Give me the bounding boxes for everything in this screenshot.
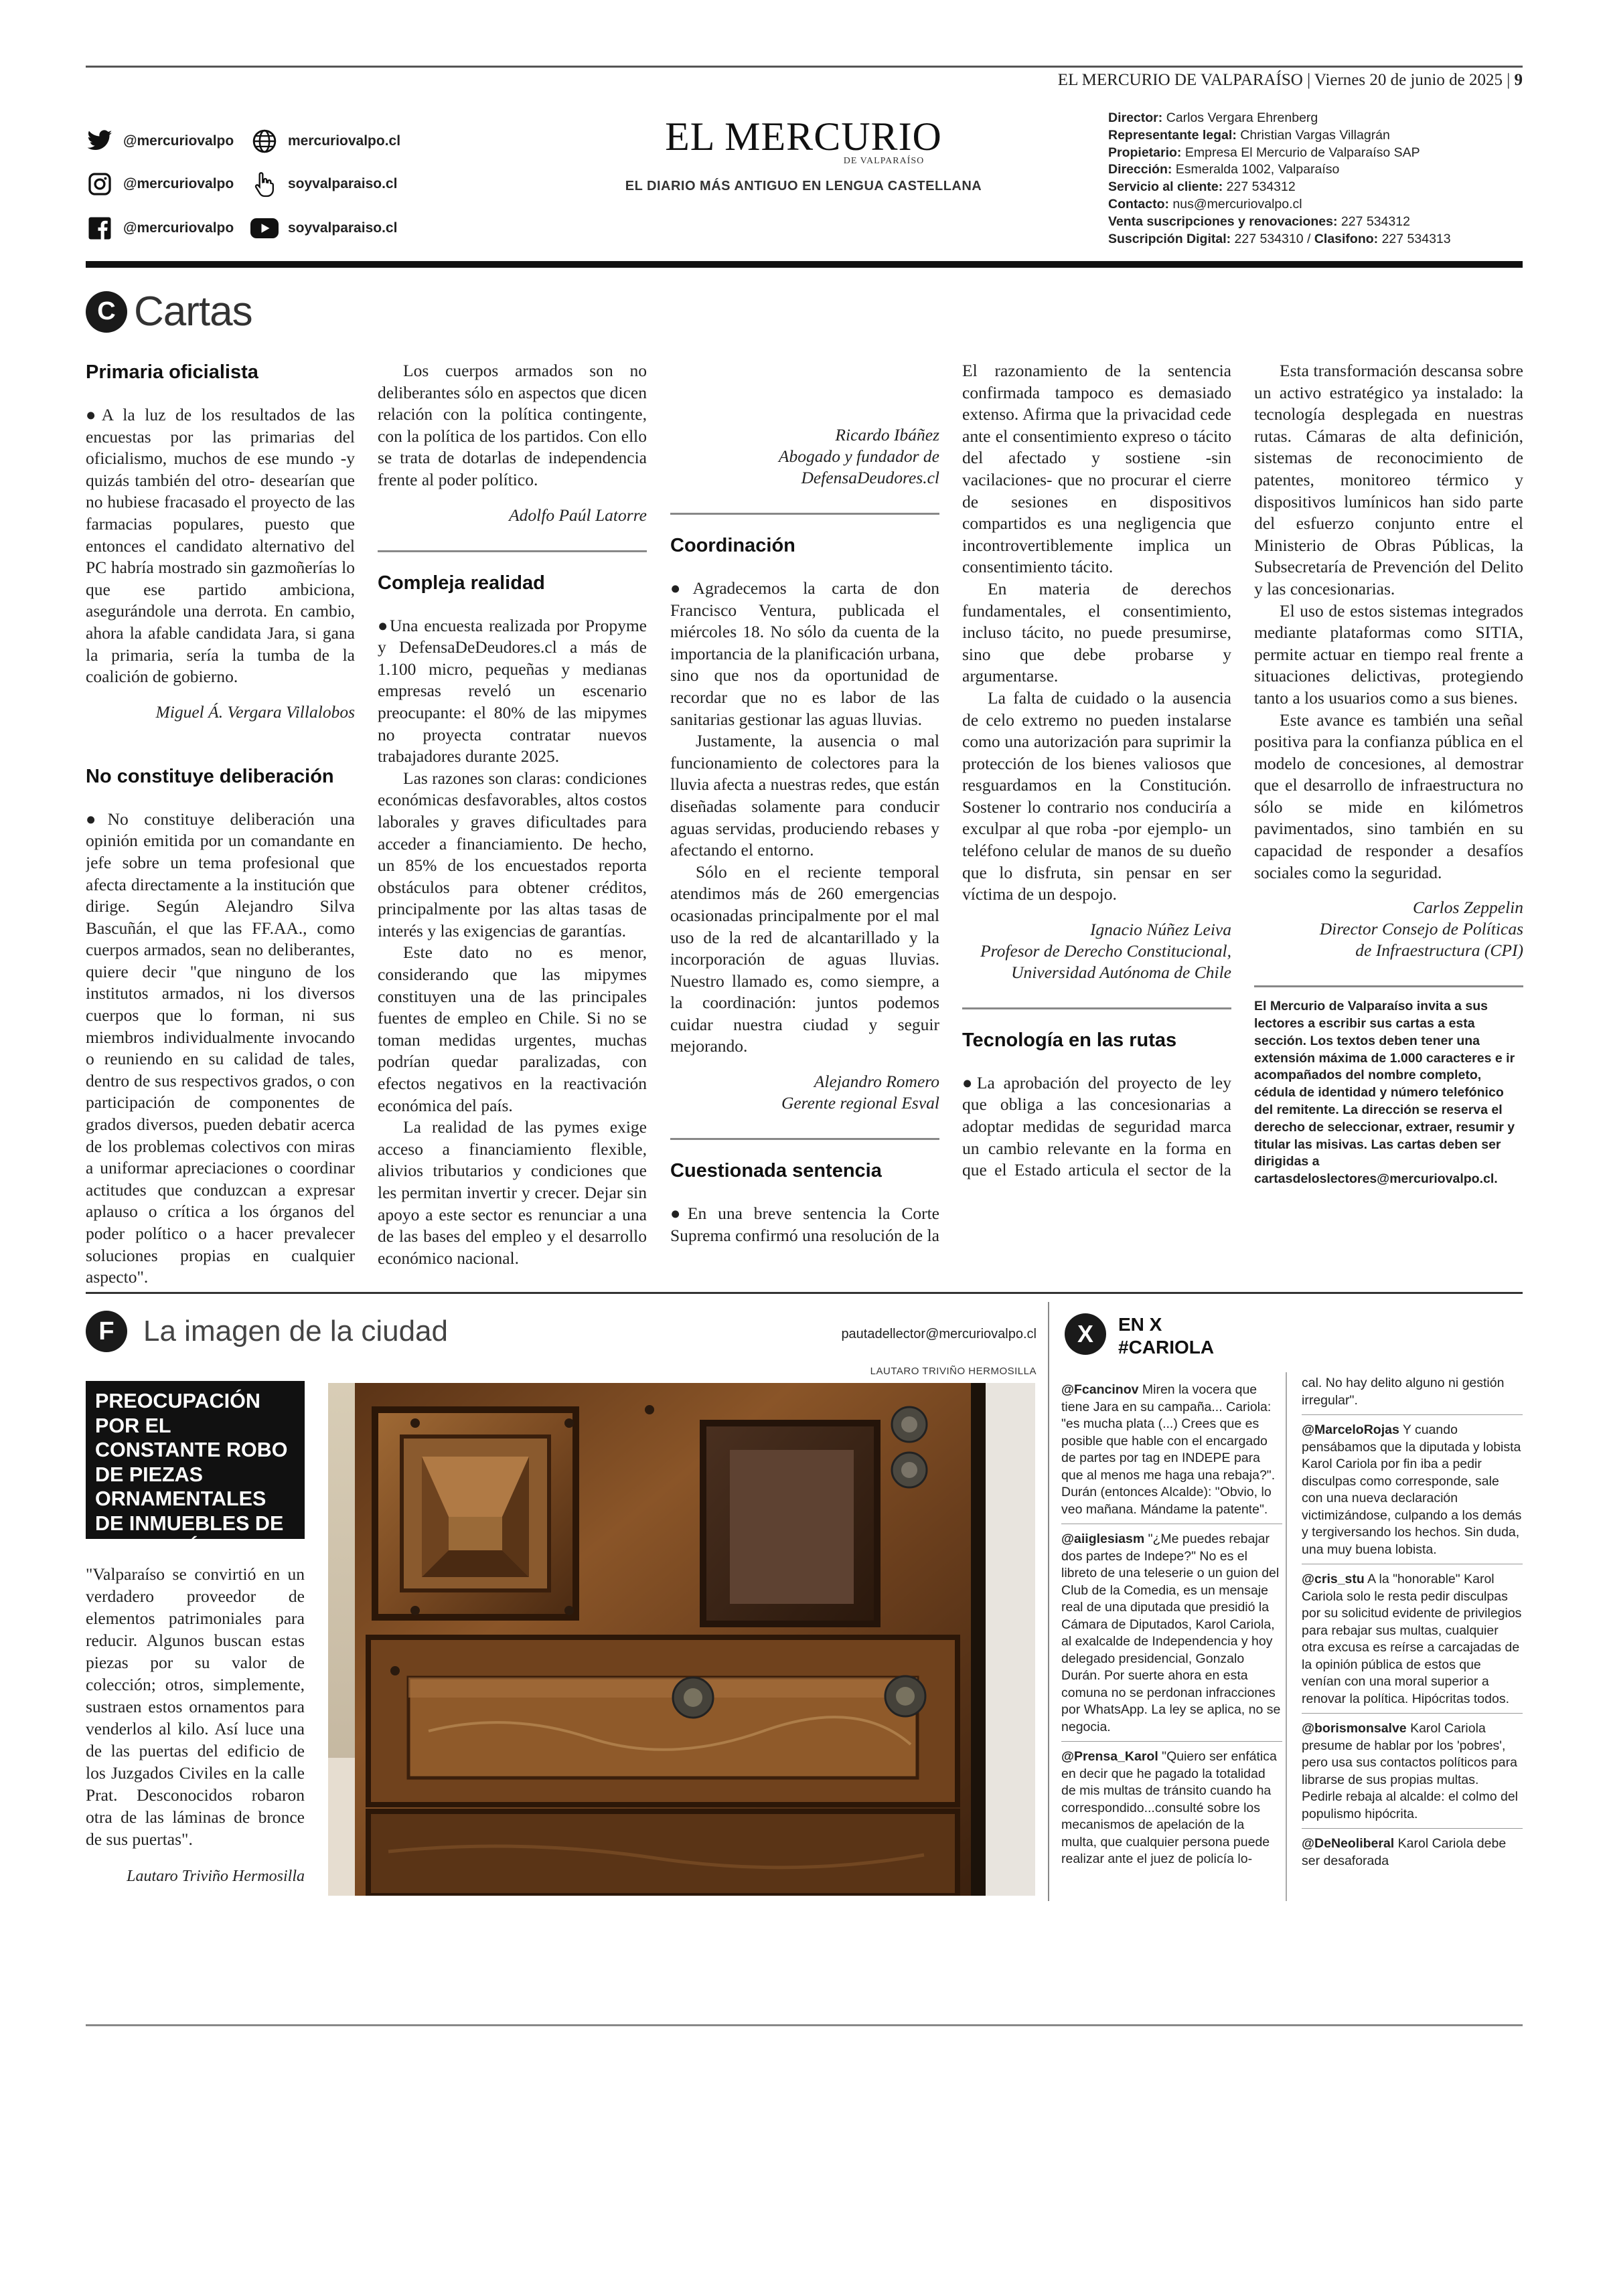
letter-title: Tecnología en las rutas: [962, 1029, 1177, 1051]
tweet: [1302, 1419, 1523, 1564]
photo-credit: LAUTARO TRIVIÑO HERMOSILLA: [870, 1366, 1037, 1377]
letter-title: Coordinación: [670, 535, 795, 556]
letter-title: Primaria oficialista: [86, 361, 258, 383]
door-photo: [328, 1383, 1035, 1896]
letters-column-5: [1254, 360, 1523, 1188]
section-title: Cartas: [134, 289, 252, 335]
tweet: [1061, 1746, 1282, 1874]
letter-body: ●No constituye deliberación una opinión emitida por un comandante en jefe sobre un tema profesional que afecta directamente a la institución que dirige. Según Alejandro Silva Bascuñán, el que las FF.AA., como cuerpos armados, sean no deliberantes, quiere decir "que ninguno de los institutos armados, ni los diversos cuerpos que lo forman, ni sus miembros individualmente invocando o reuniendo en su calidad de tales, dentro de sus respectivos grados, o con participación de componentes de grados diversos, pueden debatir acerca de los problemas colectivos con miras a uniformar apreciaciones o coordinar actitudes que conduzcan a expresar aplauso o crítica a los órganos del poder político o a hacer prevalecer soluciones propias en cualquier aspecto".: [86, 809, 355, 1287]
tweet-text: Miren la vocera que tiene Jara en su campaña... Cariola: "es mucha plata (...) Crees que es posible que hable con el encargado de partes por tag en INDEPE para que al menos me haga una rebaja?". Durán (entonces Alcalde): "Obvio, lo veo mañana. Mándame la patente".: [1061, 1382, 1276, 1517]
letter-divider: [670, 1138, 939, 1140]
staff-line: Venta suscripciones y renovaciones: 227 534312: [1108, 214, 1410, 229]
staff-line: Director: Carlos Vergara Ehrenberg: [1108, 110, 1318, 125]
pauta-email[interactable]: pautadellector@mercuriovalpo.cl: [841, 1327, 1037, 1341]
tweet-text: cal. No hay delito alguno ni gestión irregular".: [1302, 1376, 1505, 1408]
tweet-text: Karol Cariola presume de hablar por los 'pobres', pero usa sus contactos políticos para librarse de sus propias multas. Pedirle rebaja al alcalde: el colmo del populismo hipócrita.: [1302, 1721, 1519, 1821]
header-rule: [86, 261, 1523, 268]
letters-area: [0, 360, 1607, 1287]
tweet-text: "Quiero ser enfática en decir que he pagado la totalidad de mis multas de tránsito cuando ha correspondido...consulté sobre los mecanismos de apelación de la multa, que cualquier persona puede realizar ante el juez de policía lo-: [1061, 1749, 1277, 1866]
letter-body: ●En una breve sentencia la Corte Suprema confirmó una resolución de la: [670, 1204, 939, 1245]
staff-line: Dirección: Esmeralda 1002, Valparaíso: [1108, 162, 1340, 177]
tweet-handle[interactable]: @borismonsalve: [1302, 1721, 1407, 1736]
soyvalparaiso-link[interactable]: [250, 170, 397, 198]
letter-body: Esta transformación descansa sobre un activo estratégico ya instalado: la tecnología desplegada en nuestras rutas. Cámaras de alta definición, sistemas de reconocimiento de patentes, monitoreo térmico y dispositivos lumínicos han sido parte del esfuerzo conjunto entre el Ministerio de Obras Públicas, la Subsecretaría de Prevención del Delito y las concesionarias.: [1254, 361, 1523, 598]
tweet-handle[interactable]: @DeNeoliberal: [1302, 1836, 1395, 1851]
tweet: [1302, 1833, 1523, 1875]
tweet-text: Y cuando pensábamos que la diputada y lobista Karol Cariola por fin iba a pedir disculpas como corresponde, sale con una nueva declaración victimizándose, culpando a los demás y tergiversando los hechos. Sin duda, una muy buena lobista.: [1302, 1422, 1522, 1557]
youtube-icon: [250, 214, 279, 242]
letter-body: La falta de cuidado o la ausencia de celo extremo no pueden instalarse como una autorización para suprimir la protección de los bienes valiosos que resguardamos en la Constitución. Sostener lo contrario nos conduciría a exculpar al que roba -por ejemplo- un teléfono celular de manos de su dueño que lo disfruta, sin pensar en ser víctima de un despojo.: [962, 687, 1231, 904]
soyvalparaiso-address: soyvalparaiso.cl: [288, 176, 398, 191]
letter-signature: Carlos Zeppelin Director Consejo de Políticas de Infraestructura (CPI): [1319, 898, 1523, 961]
tweets-divider: [1286, 1372, 1287, 1901]
x-hashtag[interactable]: #CARIOLA: [1118, 1337, 1215, 1358]
letter-body: Las razones son claras: condiciones económicas desfavorables, altos costos laborales y graves dificultades para acceder a financiamiento. De hecho, un 85% de los encuestados reporta obstáculos para obtener créditos, principalmente por las altas tasas de interés y las exigencias de garantías.: [378, 768, 647, 940]
section-rule: [86, 1292, 1523, 1294]
tweet: [1061, 1379, 1282, 1524]
letter-signature: Ricardo Ibáñez Abogado y fundador de DefensaDeudores.cl: [778, 425, 939, 487]
web-link[interactable]: [250, 127, 400, 155]
masthead-name: EL MERCURIO: [665, 114, 942, 159]
tweet: [1302, 1718, 1523, 1829]
letter-title: Cuestionada sentencia: [670, 1160, 882, 1182]
letter-divider: [962, 1007, 1231, 1009]
twitter-link[interactable]: [86, 127, 234, 155]
city-caption: "Valparaíso se convirtió en un verdadero proveedor de elementos patrimoniales para reducir. Algunos buscan estas piezas por su valor de colección; otros, simplemente, sustraen estos ornamentos para venderlos al kilo. Así luce una de las puertas del edificio de los Juzgados Civiles en la calle Prat. Desconocidos robaron otra de las láminas de bronce de sus puertas".: [86, 1564, 305, 1849]
facebook-icon: [86, 214, 114, 242]
x-section-divider: [1048, 1302, 1049, 1901]
folio-page: 9: [1514, 71, 1523, 89]
letter-body: ●Agradecemos la carta de don Francisco Ventura, publicada el miércoles 18. No sólo da cuenta de la importancia de la planificación urbana, sino que nos da oportunidad de recordar que no es labor de las sanitarias gestionar las aguas lluvias.: [670, 578, 939, 729]
letter-body: ●La aprobación del proyecto de ley que obliga a las concesionarias a adoptar medidas de seguridad marca un cambio relevante en la forma en que el Estado articula el sector de la: [962, 1072, 1231, 1180]
social-links: [86, 127, 420, 254]
staff-line: Servicio al cliente: 227 534312: [1108, 179, 1296, 195]
pointer-hand-icon: [250, 170, 279, 198]
letter-body: ●Una encuesta realizada por Propyme y DefensaDeDeudores.cl a más de 1.100 micro, pequeñas y medianas empresas reveló un escenario preocupante: el 80% de las mipymes no proyecta contratar nuevos trabajadores durante 2025.: [378, 615, 647, 766]
instagram-link[interactable]: [86, 170, 234, 198]
letter-divider: [378, 550, 647, 552]
letters-column-4: [962, 360, 1231, 1182]
tweets-column-2: [1302, 1372, 1523, 1879]
letter-body: En materia de derechos fundamentales, el consentimiento, incluso tácito, no puede presumirse, sino que debe probarse y argumentarse.: [962, 578, 1231, 686]
folio-date: Viernes 20 de junio de 2025: [1314, 71, 1503, 89]
x-section-title: EN X: [1118, 1314, 1162, 1335]
tweet-handle[interactable]: @cris_stu: [1302, 1572, 1365, 1586]
letter-signature: Adolfo Paúl Latorre: [509, 505, 647, 525]
letter-body: Justamente, la ausencia o mal funcionamiento de colectores para la lluvia afecta a nuestras redes, que están diseñadas solamente para conducir aguas servidas, produciendo rebases y afectando el entorno.: [670, 731, 939, 860]
tweet-text: A la "honorable" Karol Cariola solo le resta pedir disculpas por su solicitud evidente de privilegios para rebajar sus multas, cualquier otra excusa es reírse a carcajadas de la opinión pública de estos que venían con una moral superior a renovar la política. Hipócritas todos.: [1302, 1572, 1522, 1706]
city-section-badge: F: [86, 1311, 127, 1352]
letters-column-3: [670, 360, 939, 1247]
letters-column-2: [378, 360, 647, 1269]
staff-line: Contacto: nus@mercuriovalpo.cl: [1108, 196, 1302, 212]
letter-body: El razonamiento de la sentencia confirmada tampoco es demasiado extenso. Afirma que la privacidad cede ante el consentimiento expreso o tácito del afectado y sostiene -sin vacilaciones- que no procurar el cierre de sesiones en dispositivos compartidos es una negligencia que incontrovertiblemente implica un consentimiento tácito.: [962, 361, 1231, 577]
letter-divider: [670, 513, 939, 515]
twitter-handle: @mercuriovalpo: [123, 133, 234, 149]
instagram-icon: [86, 170, 114, 198]
page-folio: EL MERCURIO DE VALPARAÍSO | Viernes 20 de junio de 2025 | 9: [1057, 71, 1523, 89]
youtube-link[interactable]: [250, 214, 397, 242]
letters-notice: El Mercurio de Valparaíso invita a sus lectores a escribir sus cartas a esta sección. Los textos deben tener una extensión máxima de 1.000 caracteres e ir acompañados del nombre completo, cédula de identidad y número telefónico del remitente. La dirección se reserva el derecho de seleccionar, extraer, resumir y titular las misivas. Las cartas deben ser dirigidas a cartasdeloslectores@mercuriovalpo.cl.: [1254, 999, 1515, 1187]
globe-icon: [250, 127, 279, 155]
staff-line: Propietario: Empresa El Mercurio de Valparaíso SAP: [1108, 145, 1420, 160]
twitter-icon: [86, 127, 114, 155]
tweet-handle[interactable]: @MarceloRojas: [1302, 1422, 1399, 1437]
facebook-handle: @mercuriovalpo: [123, 220, 234, 236]
masthead: [589, 114, 1018, 194]
letter-signature: Alejandro Romero Gerente regional Esval: [781, 1072, 939, 1113]
city-section-title: La imagen de la ciudad: [143, 1315, 448, 1347]
instagram-handle: @mercuriovalpo: [123, 176, 234, 191]
staff-box: [1108, 110, 1523, 248]
letter-divider: [1254, 985, 1523, 987]
x-icon: X: [1065, 1313, 1106, 1355]
tweet-text: Karol Cariola debe ser desaforada: [1302, 1836, 1507, 1868]
letter-body: El uso de estos sistemas integrados mediante plataformas como SITIA, permite actuar en tiempo real frente a situaciones delictivas, protegiendo tanto a los usuarios como a sus bienes.: [1254, 600, 1523, 708]
web-address: mercuriovalpo.cl: [288, 133, 401, 149]
tweet: [1061, 1528, 1282, 1742]
letter-body: Sólo en el reciente temporal atendimos más de 260 emergencias ocasionadas principalmente por el mal uso de la red de alcantarillado y la incorporación de aguas lluvias. Nuestro llamado es, como siempre, a la coordinación: juntos podemos cuidar nuestra ciudad y seguir mejorando.: [670, 862, 939, 1056]
tweet-text: "¿Me puedes rebajar dos partes de Indepe?" No es el libreto de una teleserie o un guion del Club de la Comedia, es un mensaje real de una diputada que presidió la Cámara de Diputados, Karol Cariola, al exalcalde de Independencia y hoy delegado presidencial, Gonzalo Durán. Por suerte ahora en esta comuna no se perdonan infracciones por WhatsApp. La ley se aplica, no se negocia.: [1061, 1532, 1281, 1734]
letter-signature: Ignacio Núñez Leiva Profesor de Derecho Constitucional, Universidad Autónoma de Chile: [980, 919, 1231, 982]
city-caption-signature: Lautaro Triviño Hermosilla: [127, 1868, 305, 1885]
staff-line: Representante legal: Christian Vargas Villagrán: [1108, 127, 1390, 143]
bottom-rule: [86, 2024, 1523, 2026]
tweet-handle[interactable]: @aiiglesiasm: [1061, 1532, 1145, 1546]
staff-line: Suscripción Digital: 227 534310 / Clasifono: 227 534313: [1108, 231, 1451, 246]
city-headline: PREOCUPACIÓN POR EL CONSTANTE ROBO DE PIEZAS ORNAMENTALES DE INMUEBLES DE VALPARAÍSO: [86, 1381, 305, 1539]
tweet: [1302, 1568, 1523, 1714]
cartas-header: [86, 288, 252, 335]
top-rule: [86, 66, 1523, 68]
letter-body: Este dato no es menor, considerando que las mipymes constituyen una de las principales fuentes de empleo en Chile. Si no se toman medidas urgentes, muchas podrían quedar paralizadas, con efectos negativos en la reactivación económica del país.: [378, 942, 647, 1115]
tweet: [1302, 1372, 1523, 1415]
letter-body: Los cuerpos armados son no deliberantes sólo en aspectos que dicen relación con la política contingente, con la política de los partidos. Con ello se trata de dotarlas de independencia frente al poder político.: [378, 361, 647, 489]
masthead-tagline: EL DIARIO MÁS ANTIGUO EN LENGUA CASTELLANA: [625, 179, 982, 193]
letter-body: Este avance es también una señal positiva para la confianza pública en el modelo de concesiones, al demostrar que el desarrollo de infraestructura no sólo se mide en kilómetros pavimentados, sino también en su capacidad de responder a desafíos sociales como la seguridad.: [1254, 710, 1523, 882]
letter-body: La realidad de las pymes exige acceso a financiamiento flexible, alivios tributarios y condiciones que les permitan invertir y crecer. Dejar sin apoyo a este sector es renunciar a una de las bases del empleo y el desarrollo económico nacional.: [378, 1117, 647, 1268]
youtube-channel: soyvalparaiso.cl: [288, 220, 398, 236]
letters-column-1: [86, 360, 355, 1289]
facebook-link[interactable]: [86, 214, 234, 242]
tweets-column-1: [1061, 1379, 1282, 1878]
tweet-handle[interactable]: @Fcancinov: [1061, 1382, 1139, 1397]
letter-signature: Miguel Á. Vergara Villalobos: [155, 702, 355, 722]
tweet-handle[interactable]: @Prensa_Karol: [1061, 1749, 1158, 1764]
x-section-header: [1065, 1313, 1214, 1359]
letter-body: ●A la luz de los resultados de las encuestas por las primarias del oficialismo, muchos de ese mundo -y quizás también del otro- desearían que no hubiese fracasado el proyecto de las farmacias populares, puesto que entonces el candidato alternativo del PC habría mostrado sin gazmoñerías lo que ese partido ambiciona, asegurándole una derrota. En cambio, ahora la afable candidata Jara, si gana la primaria, sería la tumba de la coalición de gobierno.: [86, 405, 355, 687]
folio-paper: EL MERCURIO DE VALPARAÍSO: [1057, 71, 1303, 89]
letter-title: No constituye deliberación: [86, 765, 334, 787]
letter-title: Compleja realidad: [378, 572, 545, 594]
city-image-header: [86, 1311, 448, 1352]
masthead-sub: DE VALPARAÍSO: [843, 156, 925, 166]
section-badge: C: [86, 291, 127, 333]
